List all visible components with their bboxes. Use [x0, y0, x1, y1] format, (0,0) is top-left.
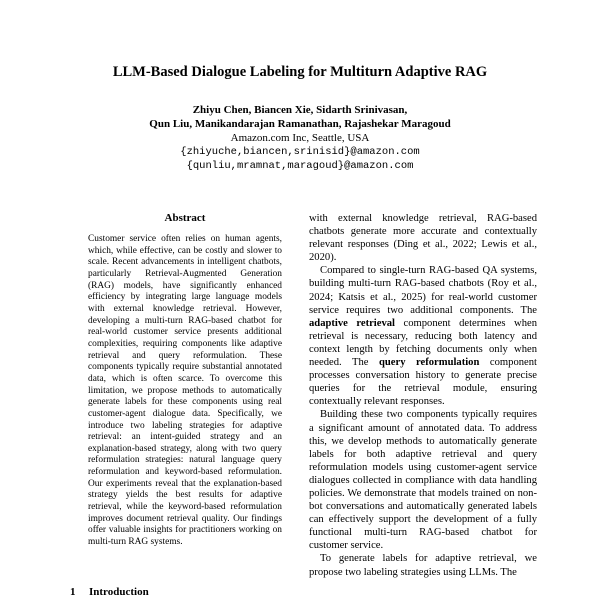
term-adaptive-retrieval: adaptive retrieval [309, 317, 395, 329]
email-line-1: {zhiyuche,biancen,srinisid}@amazon.com [180, 146, 420, 158]
paper-title: LLM-Based Dialogue Labeling for Multiturn Adaptive RAG [112, 64, 488, 80]
abstract-heading: Abstract [164, 212, 206, 224]
author-block [0, 103, 600, 173]
term-query-reformulation: query reformulation [379, 357, 480, 369]
right-column [309, 212, 537, 579]
intro-p2-text-c: component determines when retrieval is necessary, reducing both latency and context length by fetching documents only when needed. The [309, 317, 537, 369]
intro-p2-text-d: component processes conversation history to generate precise queries for the retrieval module, ensuring contextually relevant responses. [309, 357, 537, 408]
author-line-1: Zhiyu Chen, Biancen Xie, Sidarth Srinivasan, [192, 104, 408, 116]
left-column [88, 212, 282, 549]
section-title: Introduction [89, 586, 149, 598]
author-line-2: Qun Liu, Manikandarajan Ramanathan, Rajashekar Maragoud [149, 118, 451, 130]
intro-p2-text-a: Compared to single-turn RAG-based QA systems, building multi-turn RAG-based chatbots (Roy et al., 2024; Katsis et al., 2025) for real-world customer service requires two additional components. The [309, 265, 537, 316]
intro-paragraph-1: with external knowledge retrieval, RAG-based chatbots generate more accurate and contextually relevant responses (Ding et al., 2022; Lewis et al., 2020). [309, 213, 537, 264]
section-heading-introduction [70, 586, 149, 598]
intro-paragraph-4: To generate labels for adaptive retrieval, we propose two labeling strategies using LLMs. The [309, 553, 537, 578]
intro-paragraph-2 [309, 264, 537, 408]
affiliation: Amazon.com Inc, Seattle, USA [230, 132, 370, 144]
email-line-2: {qunliu,mramnat,maragoud}@amazon.com [186, 160, 414, 172]
section-number: 1 [70, 586, 76, 598]
abstract-text: Customer service often relies on human agents, which, while effective, can be costly and slower to scale. Recent advancements in intelligent chatbots, particularly Retrieval-Augmented Generation (RAG) models, have significantly enhanced efficiency by integrating large language models with external knowledge retrieval. However, developing a multi-turn RAG-based chatbot for real-world customer service presents additional complexities, requiring components like adaptive retrieval and query reformulation. These components typically require substantial annotated data, which is often scarce. To overcome this limitation, we propose methods to automatically generate labels for these components using real customer-agent dialogue data. Specifically, we introduce two labeling strategies for adaptive retrieval: an intent-guided strategy and an explanation-based strategy, along with two query reformulation strategies: natural language query reformulation and keyword-based reformulation. Our experiments reveal that the explanation-based strategy yields the best results for adaptive retrieval, while the keyword-based reformulation improves document retrieval quality. Our findings offer valuable insights for practitioners working on multi-turn RAG systems. [88, 234, 282, 548]
intro-paragraph-3: Building these two components typically requires a significant amount of annotated data. To address this, we develop methods to automatically generate labels for both adaptive retrieval and query reformulation models using customer-agent service dialogues collected in compliance with data handling policies. We demonstrate that models trained on non-bot conversations and automatically generated labels can effectively support the development of a fully functional multi-turn RAG-based chatbot for customer service. [309, 409, 537, 552]
